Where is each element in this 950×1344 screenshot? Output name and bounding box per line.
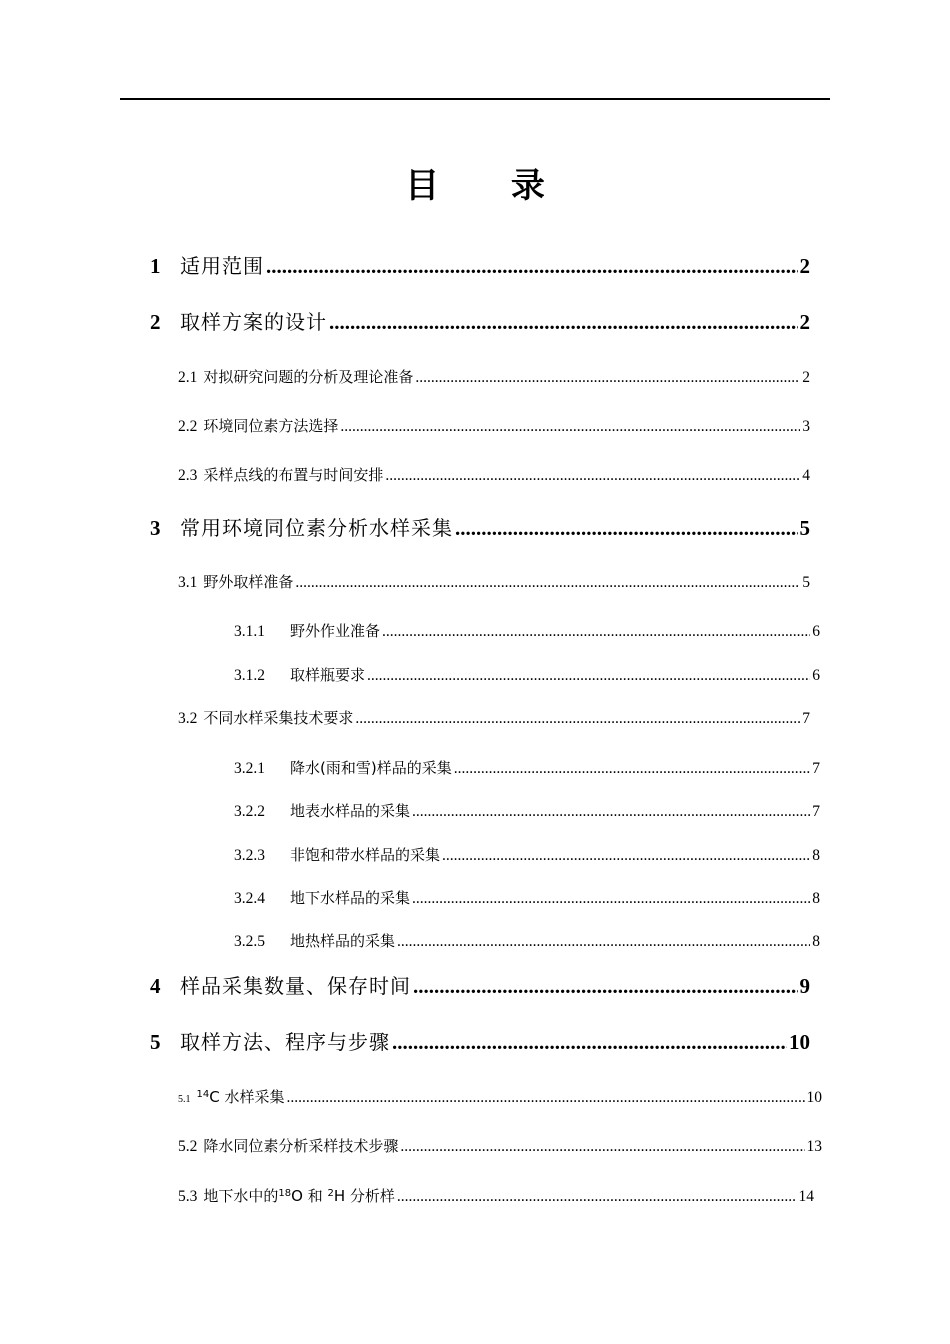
toc-page: 8: [812, 890, 820, 907]
toc-leader: [286, 1089, 804, 1107]
toc-page: 9: [799, 974, 810, 998]
toc-leader: [295, 574, 800, 592]
toc-leader: [400, 1138, 804, 1156]
toc-number: 5.2: [178, 1138, 198, 1155]
toc-page: 2: [799, 254, 810, 278]
toc-leader: [412, 803, 810, 821]
toc-page: 2: [802, 369, 810, 386]
toc-title: [203, 1185, 395, 1206]
toc-title: [197, 1086, 285, 1107]
toc-title: 适用范围: [180, 254, 264, 278]
toc-page: 2: [799, 310, 810, 334]
toc-number: 5.3: [178, 1188, 198, 1205]
toc-number: 3.2.5: [234, 933, 265, 950]
toc-page: 7: [802, 710, 810, 727]
toc-title: 样品采集数量、保存时间: [180, 974, 411, 998]
toc-leader: [412, 890, 810, 908]
toc-number: 3.2: [178, 710, 198, 727]
toc-number: 5.1: [178, 1094, 191, 1105]
toc-title: 地表水样品的采集: [290, 802, 411, 820]
toc-page: 6: [812, 623, 820, 640]
toc-entry-3-2-4[interactable]: [234, 887, 820, 908]
toc-number: 2.3: [178, 467, 198, 484]
toc-entry-2-1[interactable]: [178, 366, 810, 387]
toc-title: 取样方法、程序与步骤: [180, 1030, 390, 1054]
toc-number: 3.2.4: [234, 890, 265, 907]
toc-leader: [266, 254, 798, 279]
page-title: 目 录: [405, 166, 575, 206]
toc-number: 3.2.3: [234, 847, 265, 864]
toc-entry-3-1-1[interactable]: [234, 620, 820, 641]
toc-entry-2-2[interactable]: [178, 415, 810, 436]
toc-page: 10: [806, 1089, 822, 1106]
isotope-superscript: 2: [327, 1188, 334, 1199]
toc-title-text: 地下水中的: [203, 1187, 279, 1205]
toc-leader: [392, 1030, 787, 1055]
toc-leader: [455, 516, 798, 541]
toc-number: 3.1.2: [234, 667, 265, 684]
toc-number: 3.1.1: [234, 623, 265, 640]
toc-entry-3[interactable]: [150, 512, 810, 541]
toc-entry-5-1[interactable]: [178, 1086, 822, 1107]
toc-title: 地热样品的采集: [290, 932, 396, 950]
toc-number: 3.2.1: [234, 760, 265, 777]
toc-number: 4: [150, 974, 161, 998]
toc-leader: [340, 418, 800, 436]
toc-leader: [397, 933, 810, 951]
toc-leader: [397, 1188, 797, 1206]
toc-title: 地下水样品的采集: [290, 889, 411, 907]
toc-entry-3-2-5[interactable]: [234, 930, 820, 951]
toc-leader: [355, 710, 800, 728]
toc-entry-5-2[interactable]: [178, 1135, 822, 1156]
toc-title: 野外取样准备: [203, 573, 294, 591]
toc-entry-3-2-2[interactable]: [234, 800, 820, 821]
toc-leader: [385, 467, 800, 485]
toc-page: 5: [799, 516, 810, 540]
toc-entry-3-2-1[interactable]: [234, 757, 820, 778]
toc-number: 3.1: [178, 574, 198, 591]
toc-title: 野外作业准备: [290, 622, 381, 640]
toc-title: 取样瓶要求: [290, 666, 366, 684]
toc-title: 不同水样采集技术要求: [203, 709, 354, 727]
toc-page: 4: [802, 467, 810, 484]
toc-title: 环境同位素方法选择: [203, 417, 339, 435]
toc-title: 非饱和带水样品的采集: [290, 846, 441, 864]
toc-leader: [382, 623, 810, 641]
toc-number: 2.2: [178, 418, 198, 435]
toc-page: 6: [812, 667, 820, 684]
toc-page: 10: [789, 1030, 810, 1054]
toc-leader: [454, 760, 811, 778]
toc-title: 常用环境同位素分析水样采集: [180, 516, 453, 540]
toc-entry-2[interactable]: [150, 306, 810, 335]
toc-entry-3-2-3[interactable]: [234, 844, 820, 865]
toc-number: 5: [150, 1030, 161, 1054]
toc-title: 取样方案的设计: [180, 310, 327, 334]
toc-leader: [367, 667, 810, 685]
toc-page: 8: [812, 933, 820, 950]
isotope-superscript: 18: [278, 1188, 292, 1199]
toc-title: 对拟研究问题的分析及理论准备: [203, 368, 414, 386]
toc-entry-3-1-2[interactable]: [234, 664, 820, 685]
toc-entry-1[interactable]: [150, 250, 810, 279]
header-rule: [120, 98, 830, 100]
toc-title-text: H 分析样: [333, 1187, 395, 1205]
isotope-superscript: 14: [196, 1089, 210, 1100]
toc-page: 8: [812, 847, 820, 864]
toc-title-text: C 水样采集: [209, 1088, 285, 1106]
toc-leader: [413, 974, 798, 999]
toc-entry-3-2[interactable]: [178, 707, 810, 728]
toc-number: 2.1: [178, 369, 198, 386]
toc-number: 3: [150, 516, 161, 540]
toc-page: 13: [806, 1138, 822, 1155]
toc-title: 降水同位素分析采样技术步骤: [203, 1137, 399, 1155]
toc-entry-5-3[interactable]: [178, 1185, 814, 1206]
toc-number: 2: [150, 310, 161, 334]
toc-leader: [329, 310, 798, 335]
toc-entry-3-1[interactable]: [178, 571, 810, 592]
toc-title: 降水(雨和雪)样品的采集: [290, 759, 452, 777]
toc-number: 1: [150, 254, 161, 278]
toc-entry-4[interactable]: [150, 970, 810, 999]
toc-leader: [442, 847, 810, 865]
toc-number: 3.2.2: [234, 803, 265, 820]
toc-entry-2-3[interactable]: [178, 464, 810, 485]
toc-title: 采样点线的布置与时间安排: [203, 466, 384, 484]
toc-page: 14: [798, 1188, 814, 1205]
toc-entry-5[interactable]: [150, 1026, 810, 1055]
toc-page: 5: [802, 574, 810, 591]
toc-page: 3: [802, 418, 810, 435]
toc-page: 7: [812, 803, 820, 820]
toc-page: 7: [812, 760, 820, 777]
toc-title-text: O 和: [291, 1187, 323, 1205]
toc-leader: [415, 369, 800, 387]
